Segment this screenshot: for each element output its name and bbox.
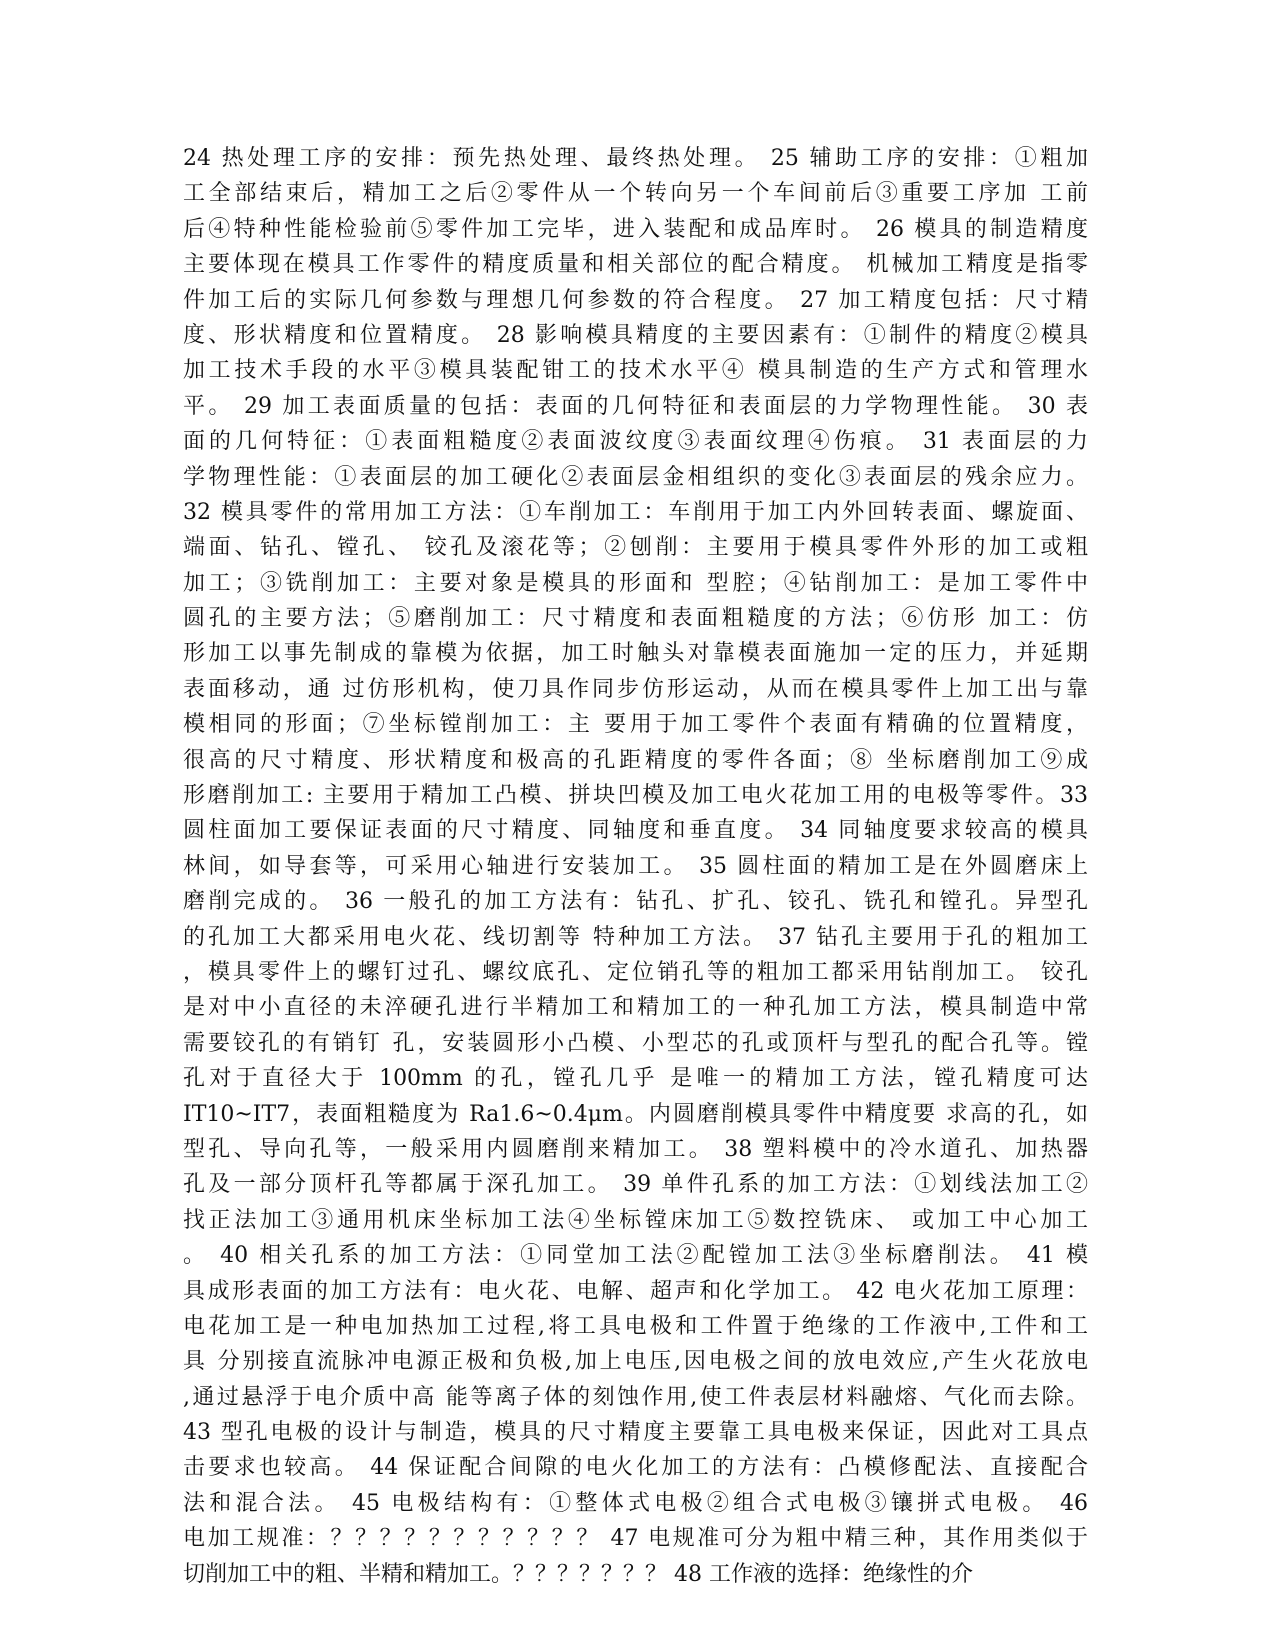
- text-line: 度、形状精度和位置精度。 28 影响模具精度的主要因素有：①制件的精度②模具: [183, 322, 1088, 348]
- text-line: 圆孔的主要方法；⑤磨削加工：尺寸精度和表面粗糙度的方法；⑥仿形 加工：仿: [183, 606, 1088, 632]
- text-line: 形加工以事先制成的靠模为依据，加工时触头对靠模表面施加一定的压力，并延期: [183, 641, 1088, 667]
- text-line: 平。 29 加工表面质量的包括：表面的几何特征和表面层的力学物理性能。 30 表: [183, 393, 1088, 419]
- text-line: 型孔、导向孔等，一般采用内圆磨削来精加工。 38 塑料模中的冷水道孔、加热器: [183, 1136, 1088, 1162]
- text-line: 是对中小直径的未淬硬孔进行半精加工和精加工的一种孔加工方法，模具制造中常: [183, 995, 1088, 1021]
- text-line: 切削加工中的粗、半精和精加工。？？？？？？？ 48 工作液的选择：绝缘性的介: [183, 1561, 973, 1587]
- text-line: 端面、钻孔、镗孔、 铰孔及滚花等；②刨削：主要用于模具零件外形的加工或粗: [183, 535, 1088, 561]
- text-line: 磨削完成的。 36 一般孔的加工方法有：钻孔、扩孔、铰孔、铣孔和镗孔。异型孔: [183, 889, 1088, 915]
- text-line: 工全部结束后，精加工之后②零件从一个转向另一个车间前后③重要工序加 工前: [183, 181, 1088, 207]
- text-line: 模相同的形面；⑦坐标镗削加工：主 要用于加工零件个表面有精确的位置精度，: [183, 712, 1088, 738]
- text-line: 加工技术手段的水平③模具装配钳工的技术水平④ 模具制造的生产方式和管理水: [183, 358, 1088, 384]
- text-line: 很高的尺寸精度、形状精度和极高的孔距精度的零件各面；⑧ 坐标磨削加工⑨成: [183, 747, 1088, 773]
- text-line: 孔及一部分顶杆孔等都属于深孔加工。 39 单件孔系的加工方法：①划线法加工②: [183, 1172, 1088, 1198]
- text-line: 具成形表面的加工方法有：电火花、电解、超声和化学加工。 42 电火花加工原理：: [183, 1278, 1088, 1304]
- text-line: 法和混合法。 45 电极结构有：①整体式电极②组合式电极③镶拼式电极。 46: [183, 1490, 1088, 1516]
- text-line: 电加工规准：？？？？？？？？？？？ 47 电规准可分为粗中精三种，其作用类似于: [183, 1526, 1088, 1552]
- text-line: 击要求也较高。 44 保证配合间隙的电火化加工的方法有：凸模修配法、直接配合: [183, 1455, 1088, 1481]
- text-line: 的孔加工大都采用电火花、线切割等 特种加工方法。 37 钻孔主要用于孔的粗加工: [183, 924, 1088, 950]
- text-line: ,通过悬浮于电介质中高 能等离子体的刻蚀作用,使工件表层材料融熔、气化而去除。: [183, 1384, 1088, 1410]
- text-line: 圆柱面加工要保证表面的尺寸精度、同轴度和垂直度。 34 同轴度要求较高的模具: [183, 818, 1088, 844]
- text-line: 件加工后的实际几何参数与理想几何参数的符合程度。 27 加工精度包括：尺寸精: [183, 287, 1088, 313]
- text-line: 林间，如导套等，可采用心轴进行安装加工。 35 圆柱面的精加工是在外圆磨床上: [183, 853, 1088, 879]
- document-body: [183, 141, 1088, 1592]
- text-line: 孔对于直径大于 100mm 的孔，镗孔几乎 是唯一的精加工方法，镗孔精度可达: [183, 1066, 1088, 1092]
- text-line: 形磨削加工: 主要用于精加工凸模、拼块凹模及加工电火花加工用的电极等零件。33: [183, 783, 1088, 809]
- text-line: 具 分别接直流脉冲电源正极和负极,加上电压,因电极之间的放电效应,产生火花放电: [183, 1349, 1088, 1375]
- text-line: 表面移动，通 过仿形机构，使刀具作同步仿形运动，从而在模具零件上加工出与靠: [183, 676, 1088, 702]
- text-line: 32 模具零件的常用加工方法：①车削加工：车削用于加工内外回转表面、螺旋面、: [183, 499, 1088, 525]
- text-line: 。 40 相关孔系的加工方法：①同堂加工法②配镗加工法③坐标磨削法。 41 模: [183, 1243, 1088, 1269]
- text-line: 24 热处理工序的安排：预先热处理、最终热处理。 25 辅助工序的安排：①粗加: [183, 146, 1088, 171]
- text-line: IT10~IT7，表面粗糙度为 Ra1.6~0.4μm。内圆磨削模具零件中精度要 求高的孔，如: [183, 1101, 1088, 1127]
- text-line: 找正法加工③通用机床坐标加工法④坐标镗床加工⑤数控铣床、 或加工中心加工: [183, 1207, 1088, 1233]
- text-line: 后④特种性能检验前⑤零件加工完毕，进入装配和成品库时。 26 模具的制造精度: [183, 216, 1088, 242]
- text-line: 43 型孔电极的设计与制造，模具的尺寸精度主要靠工具电极来保证，因此对工具点: [183, 1420, 1088, 1446]
- text-line: 电花加工是一种电加热加工过程,将工具电极和工件置于绝缘的工作液中,工件和工: [183, 1313, 1088, 1339]
- text-line: 面的几何特征：①表面粗糙度②表面波纹度③表面纹理④伤痕。 31 表面层的力: [183, 429, 1088, 455]
- text-line: ，模具零件上的螺钉过孔、螺纹底孔、定位销孔等的粗加工都采用钻削加工。 铰孔: [183, 959, 1088, 985]
- text-line: 加工；③铣削加工：主要对象是模具的形面和 型腔；④钻削加工：是加工零件中: [183, 570, 1088, 596]
- text-line: 需要铰孔的有销钉 孔，安装圆形小凸模、小型芯的孔或顶杆与型孔的配合孔等。镗: [183, 1030, 1088, 1056]
- text-line: 主要体现在模具工作零件的精度质量和相关部位的配合精度。 机械加工精度是指零: [183, 252, 1088, 278]
- text-line: 学物理性能：①表面层的加工硬化②表面层金相组织的变化③表面层的残余应力。: [183, 464, 1088, 490]
